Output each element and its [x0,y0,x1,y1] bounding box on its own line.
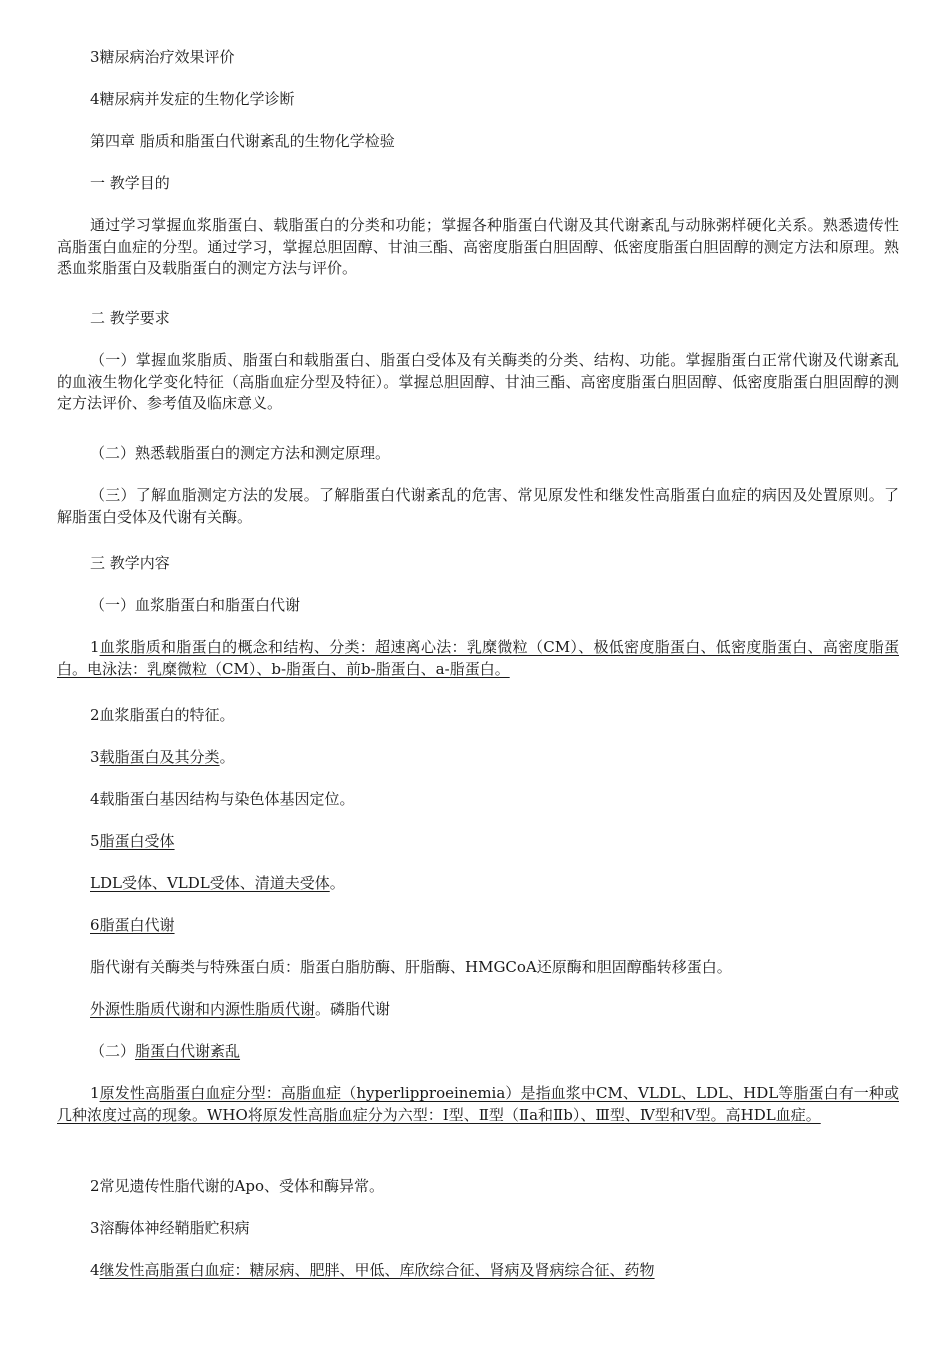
text: （一）血浆脂蛋白和脂蛋白代谢 [90,596,301,614]
text: （三）了解血脂测定方法的发展。了解脂蛋白代谢紊乱的危害、常见原发性和继发性高脂蛋白血症的病因及处置原则。了解脂蛋白受体及代谢有关酶。 [57,486,899,526]
item-text: 脂蛋白受体 [99,832,175,850]
text: （二）熟悉载脂蛋白的测定方法和测定原理。 [90,444,391,462]
section-teaching-purpose-body [57,215,899,280]
text: 通过学习掌握血浆脂蛋白、载脂蛋白的分类和功能；掌握各种脂蛋白代谢及其代谢紊乱与动脉粥样硬化关系。熟悉遗传性高脂蛋白血症的分型。通过学习，掌握总胆固醇、甘油三酯、高密度脂蛋白胆固醇、低密度脂蛋白胆固醇的测定方法和原理。熟悉血浆脂蛋白及载脂蛋白的测定方法与评价。 [57,216,899,277]
text: 第四章 脂质和脂蛋白代谢紊乱的生物化学检验 [90,132,395,150]
content-item-6 [57,915,899,937]
item-number: 3 [90,748,100,766]
item-number: 5 [90,832,100,850]
requirement-3 [57,485,899,528]
punctuation: 。 [219,748,235,766]
content-item-5-sub [57,873,899,895]
item-number: 4 [90,1261,100,1279]
item-text: LDL受体、VLDL受体、清道夫受体 [90,874,330,892]
content-item-6-sub [57,957,899,979]
content-item-6-sub2 [57,999,899,1021]
disorder-item-1 [57,1083,899,1126]
content-item-1 [57,637,899,680]
text: （二） [90,1042,136,1060]
line-diabetes-treatment [57,47,899,69]
punctuation: 。 [329,874,345,892]
content-item-4 [57,789,899,811]
text: 。磷脂代谢 [315,1000,391,1018]
text: 4糖尿病并发症的生物化学诊断 [90,90,295,108]
content-item-3 [57,747,899,769]
item-text: 6脂蛋白代谢 [90,916,175,934]
line-diabetes-complications [57,89,899,111]
content-item-2 [57,705,899,727]
section-teaching-content-title [57,553,899,575]
text: 三 教学内容 [90,554,170,572]
disorder-item-4 [57,1260,899,1282]
item-text: 继发性高脂蛋白血症：糖尿病、肥胖、甲低、库欣综合征、肾病及肾病综合征、药物 [99,1261,655,1279]
text: 2常见遗传性脂代谢的Apo、受体和酶异常。 [90,1177,385,1195]
section-teaching-purpose-title [57,173,899,195]
item-text: 脂蛋白代谢紊乱 [135,1042,241,1060]
item-text: 载脂蛋白及其分类 [99,748,220,766]
text: 二 教学要求 [90,309,170,327]
subsection-lipoprotein-metabolism-title [57,595,899,617]
chapter-title [57,131,899,153]
text: 2血浆脂蛋白的特征。 [90,706,235,724]
disorder-item-3 [57,1218,899,1240]
item-text: 原发性高脂蛋白血症分型：高脂血症（hyperlipproeinemia）是指血浆中CM、VLDL、LDL、HDL等脂蛋白有一种或几种浓度过高的现象。WHO将原发性高脂血症分为六型：Ⅰ型、Ⅱ型（Ⅱa和Ⅱb）、Ⅲ型、Ⅳ型和Ⅴ型。高HDL血症。 [57,1084,899,1124]
item-number: 1 [90,638,100,656]
disorder-item-2 [57,1176,899,1198]
requirement-1 [57,350,899,415]
text: 一 教学目的 [90,174,170,192]
content-item-5 [57,831,899,853]
text: 脂代谢有关酶类与特殊蛋白质：脂蛋白脂肪酶、肝脂酶、HMGCoA还原酶和胆固醇酯转移蛋白。 [90,958,732,976]
item-text: 血浆脂质和脂蛋白的概念和结构、分类：超速离心法：乳糜微粒（CM）、极低密度脂蛋白、低密度脂蛋白、高密度脂蛋白。电泳法：乳糜微粒（CM）、b-脂蛋白、前b-脂蛋白、a-脂蛋白。 [57,638,899,678]
subsection-lipoprotein-disorders-title [57,1041,899,1063]
item-number: 1 [90,1084,100,1102]
section-teaching-requirements-title [57,308,899,330]
item-text: 外源性脂质代谢和内源性脂质代谢 [90,1000,316,1018]
requirement-2 [57,443,899,465]
text: 3溶酶体神经鞘脂贮积病 [90,1219,250,1237]
text: （一）掌握血浆脂质、脂蛋白和载脂蛋白、脂蛋白受体及有关酶类的分类、结构、功能。掌握脂蛋白正常代谢及代谢紊乱的血液生物化学变化特征（高脂血症分型及特征）。掌握总胆固醇、甘油三酯、高密度脂蛋白胆固醇、低密度脂蛋白胆固醇的测定方法评价、参考值及临床意义。 [57,351,899,412]
text: 4载脂蛋白基因结构与染色体基因定位。 [90,790,355,808]
text: 3糖尿病治疗效果评价 [90,48,235,66]
